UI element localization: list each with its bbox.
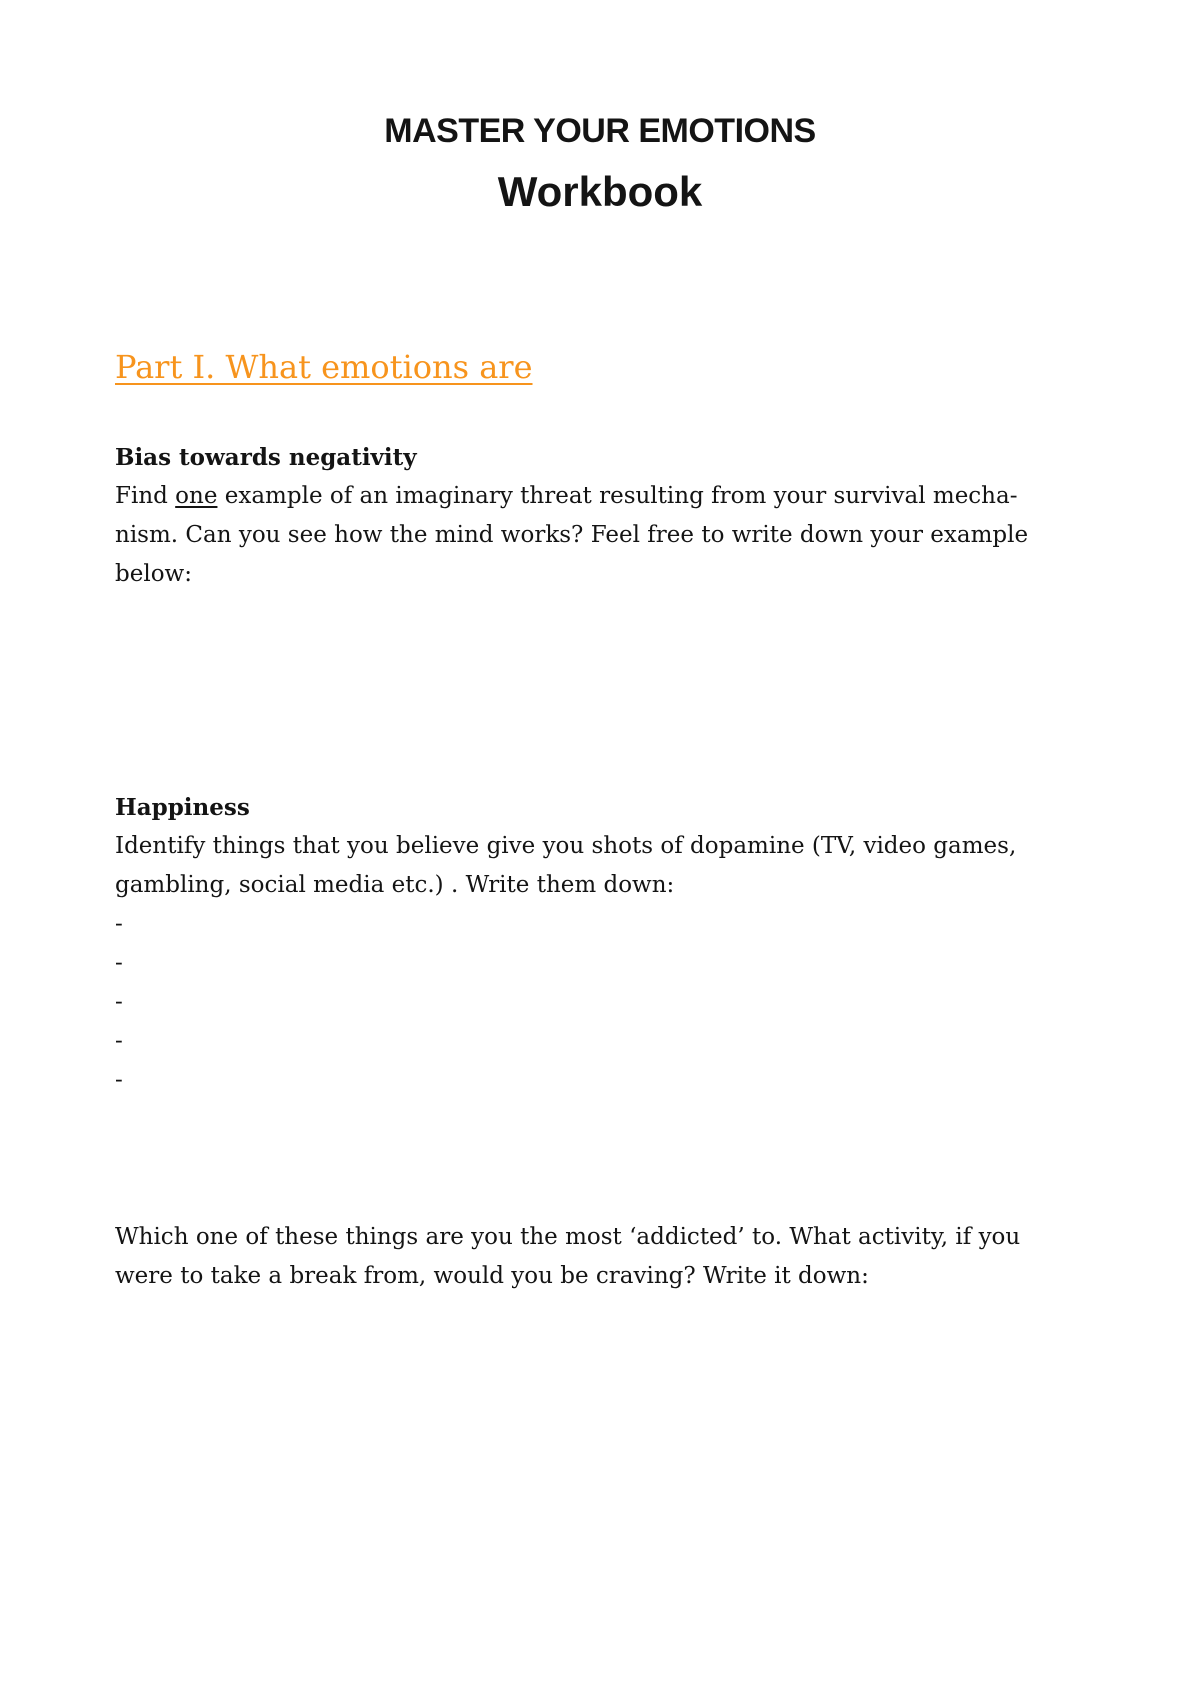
addiction-paragraph: [115, 1218, 1075, 1296]
list-item: -: [115, 1028, 123, 1054]
happiness-text-line2: gambling, social media etc.) . Write them down:: [115, 872, 675, 898]
addiction-text-line1: Which one of these things are you the most ‘addicted’ to. What activity, if you: [115, 1224, 1021, 1250]
bias-text-line3: below:: [115, 561, 192, 587]
bias-text-before: Find: [115, 483, 176, 509]
document-subtitle: Workbook: [497, 168, 703, 215]
bias-paragraph: [115, 477, 1075, 594]
happiness-text-line1: Identify things that you believe give you shots of dopamine (TV, video games,: [115, 833, 1017, 859]
list-item: -: [115, 989, 123, 1015]
document-title: MASTER YOUR EMOTIONS: [384, 112, 816, 150]
list-item: -: [115, 911, 123, 937]
bias-section: [115, 438, 1075, 594]
section-heading-happiness: Happiness: [115, 794, 250, 821]
happiness-paragraph: [115, 827, 1075, 905]
dopamine-list: [115, 905, 1075, 1100]
happiness-section: [115, 788, 1075, 1100]
bias-text-line2: nism. Can you see how the mind works? Feel free to write down your example: [115, 522, 1029, 548]
part-heading: Part I. What emotions are: [115, 348, 533, 386]
list-item: -: [115, 1067, 123, 1093]
list-item: -: [115, 950, 123, 976]
bias-emphasis: one: [175, 483, 218, 509]
section-heading-bias: Bias towards negativity: [115, 444, 417, 471]
addiction-text-line2: were to take a break from, would you be craving? Write it down:: [115, 1263, 869, 1289]
bias-text-line1-rest: example of an imaginary threat resulting from your survival mecha-: [217, 483, 1018, 509]
addiction-section: [115, 1218, 1075, 1296]
